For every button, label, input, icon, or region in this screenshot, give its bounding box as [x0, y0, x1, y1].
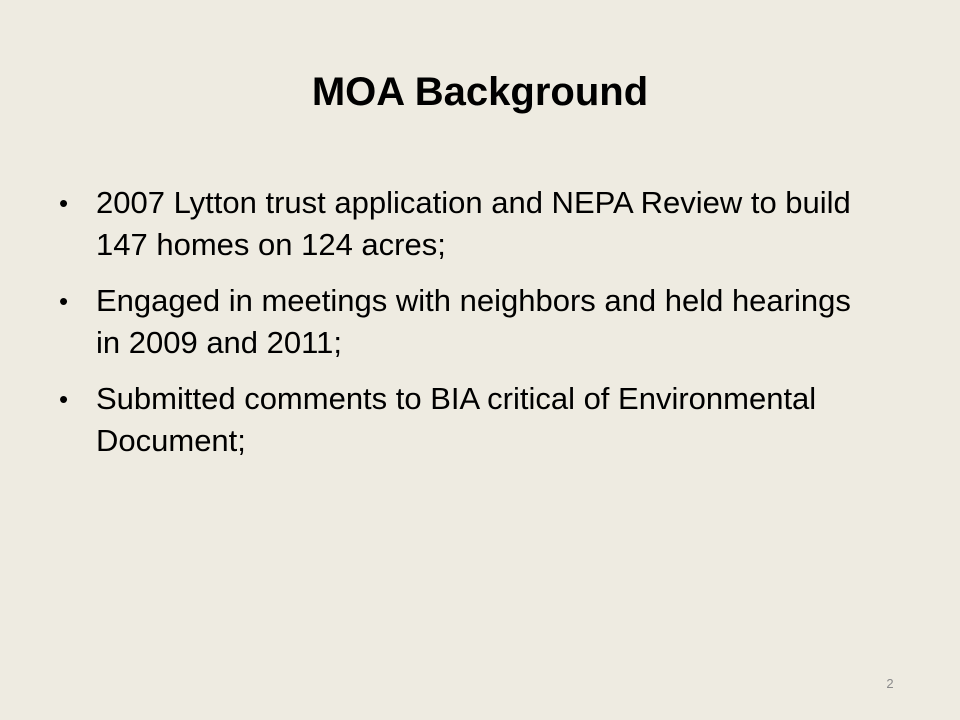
bullet-item [56, 280, 856, 364]
bullet-item [56, 182, 856, 266]
bullet-item [56, 378, 856, 462]
bullet-list [56, 182, 856, 476]
slide-title: MOA Background [311, 70, 649, 114]
bullet-point-icon: • [59, 286, 69, 316]
bullet-text: 2007 Lytton trust application and NEPA Review to build 147 homes on 124 acres; [96, 185, 851, 262]
bullet-point-icon: • [59, 188, 69, 218]
bullet-text: Submitted comments to BIA critical of Environmental Document; [96, 381, 817, 458]
slide-page-number: 2 [886, 676, 894, 691]
bullet-text: Engaged in meetings with neighbors and held hearings in 2009 and 2011; [96, 283, 851, 360]
bullet-point-icon: • [59, 384, 69, 414]
